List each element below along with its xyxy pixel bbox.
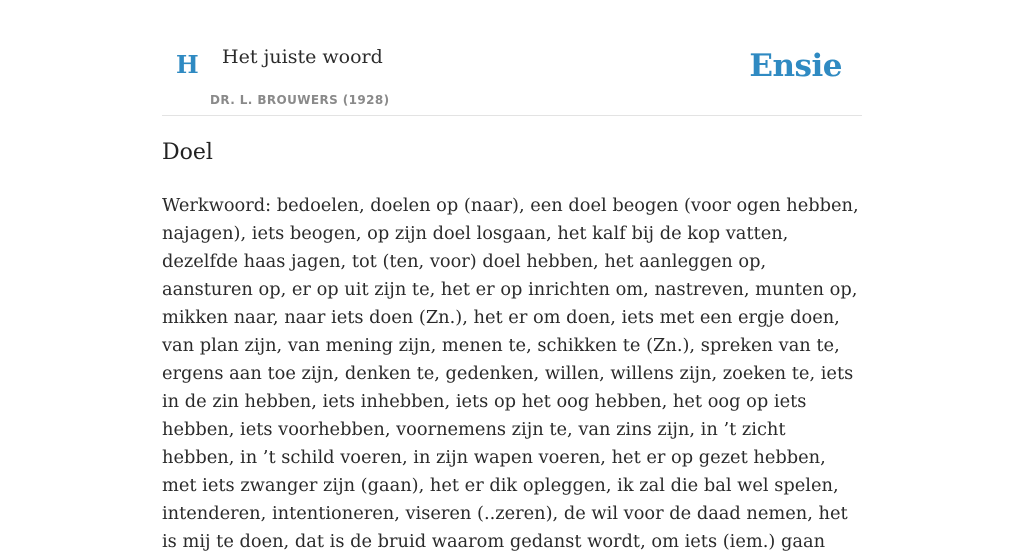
book-letter-icon: H [176,50,199,79]
entry-title: Doel [162,140,213,165]
book-author: DR. L. BROUWERS (1928) [210,93,390,107]
book-title[interactable]: Het juiste woord [222,46,383,68]
brand-logo-link[interactable]: Ensie [749,48,842,84]
entry-body: Werkwoord: bedoelen, doelen op (naar), een doel beogen (voor ogen hebben, najagen), iets beogen, op zijn doel losgaan, het kalf bij de kop vatten, dezelfde haas jagen, tot (ten, voor) doel hebben, het aanleggen op, aansturen op, er op uit zijn te, het er op inrichten om, nastreven, munten op, mikken naar, naar iets doen (Zn.), het er om doen, iets met een ergje doen, van plan zijn, van mening zijn, menen te, schikken te (Zn.), spreken van te, ergens aan toe zijn, denken te, gedenken, willen, willens zijn, zoeken te, iets in de zin hebben, iets inhebben, iets op het oog hebben, het oog op iets hebben, iets voorhebben, voornemens zijn te, van zins zijn, in ’t zicht hebben, in ’t schild voeren, in zijn wapen voeren, het er op gezet hebben, met iets zwanger zijn (gaan), het er dik opleggen, ik zal die bal wel spelen, intenderen, intentioneren, viseren (..zeren), de wil voor de daad nemen, het is mij te doen, dat is de bruid waarom gedanst wordt, om iets (iem.) gaan [162,195,859,552]
header [162,0,862,116]
